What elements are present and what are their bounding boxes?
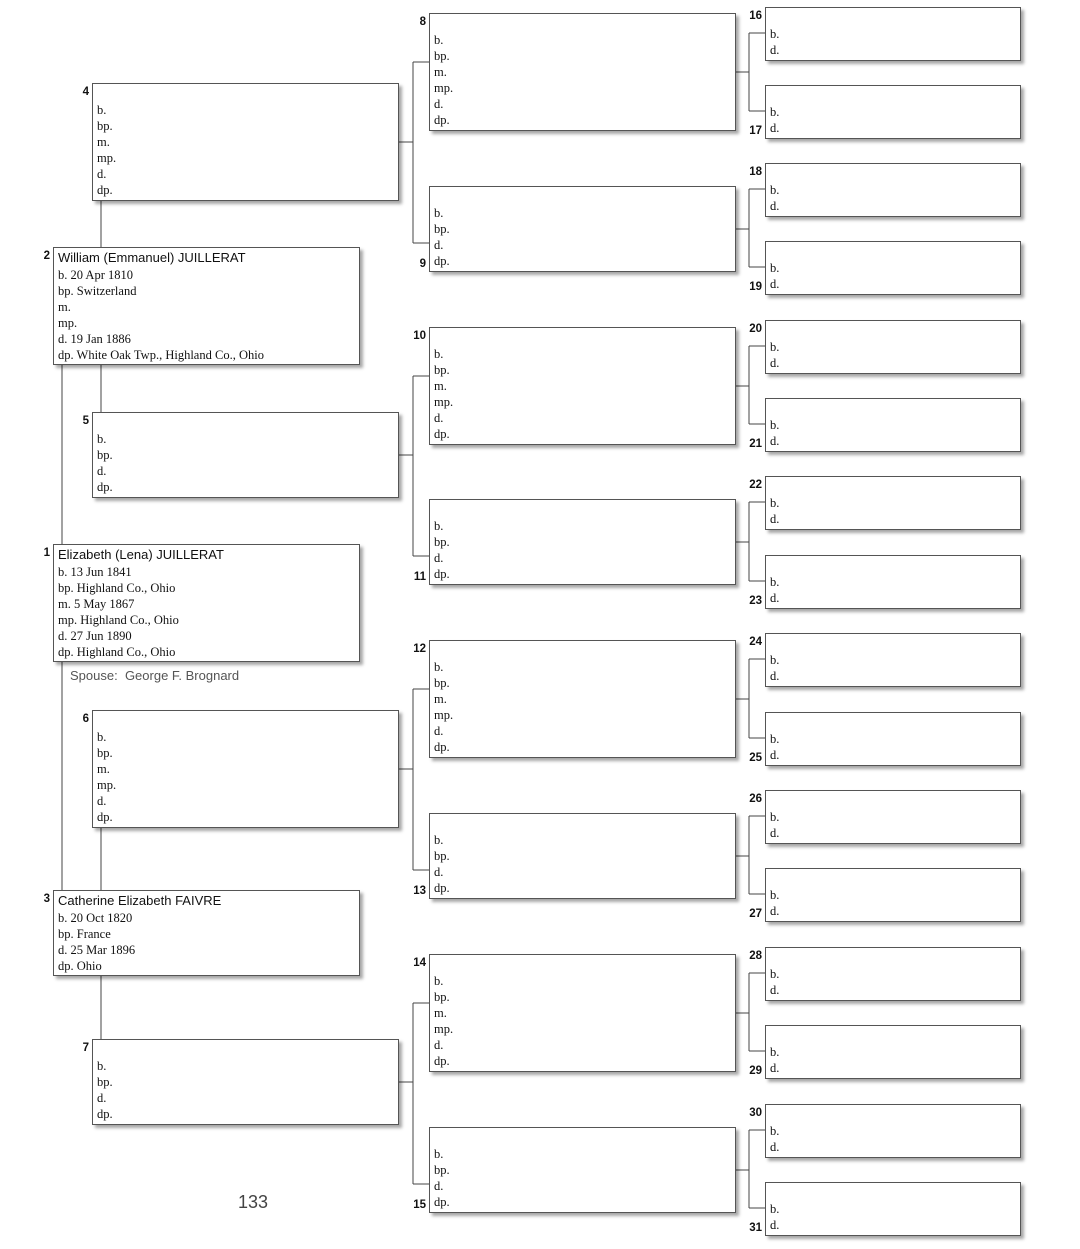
person-box-27	[765, 868, 1021, 922]
person-box-20	[765, 320, 1021, 374]
person-name: Catherine Elizabeth FAIVRE	[58, 893, 222, 908]
person-number-13: 13	[413, 885, 426, 897]
person-box-24	[765, 633, 1021, 687]
person-field: dp.	[434, 113, 450, 127]
person-field: d.	[770, 1140, 780, 1154]
person-box-9	[429, 186, 736, 272]
person-field: b.	[97, 730, 107, 744]
person-field: b.	[434, 347, 444, 361]
person-field: mp. Highland Co., Ohio	[58, 613, 179, 627]
person-field: dp.	[97, 480, 113, 494]
person-field: b.	[770, 496, 780, 510]
person-box-30	[765, 1104, 1021, 1158]
person-box-19	[765, 241, 1021, 295]
spouse-line	[70, 668, 239, 683]
person-field: b.	[770, 888, 780, 902]
person-field: bp.	[97, 1075, 113, 1089]
person-box-14	[429, 954, 736, 1072]
person-field: b.	[770, 183, 780, 197]
person-field: m.	[434, 379, 447, 393]
person-fields	[770, 495, 779, 527]
person-fields	[434, 346, 453, 442]
person-field: mp.	[58, 316, 78, 330]
person-field: dp.	[434, 567, 450, 581]
person-fields	[770, 182, 779, 214]
person-field: d.	[434, 865, 444, 879]
person-box-10	[429, 327, 736, 445]
person-number-26: 26	[749, 793, 762, 805]
person-field: d.	[434, 97, 444, 111]
person-fields	[58, 267, 264, 363]
person-number-18: 18	[749, 166, 762, 178]
person-number-3: 3	[43, 893, 50, 905]
person-number-17: 17	[749, 125, 762, 137]
person-field: d.	[770, 591, 780, 605]
person-field: d.	[770, 512, 780, 526]
person-box-21	[765, 398, 1021, 452]
person-field: b.	[434, 833, 444, 847]
person-field: bp.	[97, 119, 113, 133]
person-box-5	[92, 412, 399, 498]
person-field: bp.	[434, 49, 450, 63]
person-field: bp.	[97, 448, 113, 462]
person-fields	[434, 659, 453, 755]
person-field: b.	[770, 732, 780, 746]
person-field: d.	[770, 277, 780, 291]
person-field: b.	[97, 432, 107, 446]
person-box-13	[429, 813, 736, 899]
person-number-16: 16	[749, 10, 762, 22]
person-field: m.	[434, 692, 447, 706]
person-box-15	[429, 1127, 736, 1213]
person-number-5: 5	[82, 415, 89, 427]
person-field: d. 27 Jun 1890	[58, 629, 132, 643]
person-field: d.	[434, 238, 444, 252]
person-field: dp. White Oak Twp., Highland Co., Ohio	[58, 348, 264, 362]
person-box-17	[765, 85, 1021, 139]
person-fields	[770, 966, 779, 998]
person-field: dp. Ohio	[58, 959, 102, 973]
person-fields	[770, 1044, 779, 1076]
person-box-7	[92, 1039, 399, 1125]
person-number-27: 27	[749, 908, 762, 920]
person-fields	[434, 1146, 450, 1210]
person-field: d.	[97, 1091, 107, 1105]
person-box-4	[92, 83, 399, 201]
person-field: dp.	[97, 1107, 113, 1121]
person-field: d.	[434, 551, 444, 565]
person-number-7: 7	[82, 1042, 89, 1054]
spouse-name: George F. Brognard	[124, 668, 240, 683]
person-field: b.	[770, 575, 780, 589]
person-field: d.	[770, 434, 780, 448]
person-field: d.	[97, 794, 107, 808]
person-field: d. 25 Mar 1896	[58, 943, 136, 957]
person-field: mp.	[434, 81, 454, 95]
person-field: d.	[434, 1179, 444, 1193]
person-field: dp.	[434, 740, 450, 754]
person-fields	[770, 417, 779, 449]
person-field: b.	[434, 1147, 444, 1161]
person-box-16	[765, 7, 1021, 61]
person-number-14: 14	[413, 957, 426, 969]
person-box-23	[765, 555, 1021, 609]
person-number-28: 28	[749, 950, 762, 962]
person-field: d.	[770, 748, 780, 762]
person-field: bp.	[434, 535, 450, 549]
person-box-18	[765, 163, 1021, 217]
page-number: 133	[238, 1192, 269, 1212]
person-box-28	[765, 947, 1021, 1001]
person-field: b.	[770, 27, 780, 41]
person-field: d.	[770, 983, 780, 997]
person-number-11: 11	[413, 571, 426, 583]
person-field: mp.	[434, 708, 454, 722]
person-number-31: 31	[749, 1222, 762, 1234]
person-field: b. 13 Jun 1841	[58, 565, 132, 579]
person-field: b.	[770, 653, 780, 667]
person-field: m. 5 May 1867	[58, 597, 135, 611]
person-number-9: 9	[419, 258, 426, 270]
person-field: dp.	[97, 183, 113, 197]
person-field: d.	[97, 167, 107, 181]
person-fields	[97, 1058, 113, 1122]
person-field: d.	[770, 1061, 780, 1075]
person-field: dp. Highland Co., Ohio	[58, 645, 176, 659]
person-box-22	[765, 476, 1021, 530]
person-field: dp.	[434, 881, 450, 895]
person-fields	[770, 574, 779, 606]
person-field: dp.	[434, 1054, 450, 1068]
person-number-2: 2	[43, 250, 50, 262]
person-field: b.	[770, 105, 780, 119]
person-field: d. 19 Jan 1886	[58, 332, 131, 346]
person-field: m.	[97, 135, 110, 149]
person-field: bp. Highland Co., Ohio	[58, 581, 176, 595]
person-number-4: 4	[82, 86, 89, 98]
person-field: d.	[97, 464, 107, 478]
person-number-1: 1	[43, 547, 50, 559]
person-field: b.	[770, 261, 780, 275]
person-field: b.	[770, 1202, 780, 1216]
person-field: b.	[97, 1059, 107, 1073]
person-box-8	[429, 13, 736, 131]
person-field: d.	[770, 826, 780, 840]
person-field: bp. France	[58, 927, 111, 941]
person-field: bp.	[434, 363, 450, 377]
person-field: bp. Switzerland	[58, 284, 137, 298]
person-box-2	[53, 247, 360, 365]
person-fields	[770, 104, 779, 136]
person-field: mp.	[434, 395, 454, 409]
person-fields	[770, 26, 779, 58]
person-field: bp.	[434, 990, 450, 1004]
person-field: d.	[434, 1038, 444, 1052]
person-field: b. 20 Oct 1820	[58, 911, 133, 925]
person-number-25: 25	[749, 752, 762, 764]
person-box-25	[765, 712, 1021, 766]
person-fields	[770, 339, 779, 371]
person-field: b.	[434, 206, 444, 220]
person-number-10: 10	[413, 330, 426, 342]
person-field: bp.	[434, 222, 450, 236]
person-field: b. 20 Apr 1810	[58, 268, 133, 282]
person-field: b.	[770, 340, 780, 354]
person-number-24: 24	[749, 636, 762, 648]
person-field: d.	[434, 724, 444, 738]
person-field: dp.	[434, 1195, 450, 1209]
person-fields	[770, 1123, 779, 1155]
person-box-26	[765, 790, 1021, 844]
person-field: dp.	[97, 810, 113, 824]
person-field: bp.	[97, 746, 113, 760]
person-name: Elizabeth (Lena) JUILLERAT	[58, 547, 224, 562]
person-box-6	[92, 710, 399, 828]
person-field: bp.	[434, 676, 450, 690]
person-field: d.	[770, 121, 780, 135]
person-fields	[770, 887, 779, 919]
person-box-31	[765, 1182, 1021, 1236]
person-fields	[770, 731, 779, 763]
person-fields	[58, 564, 179, 660]
person-fields	[770, 652, 779, 684]
person-field: d.	[770, 1218, 780, 1232]
person-field: b.	[434, 519, 444, 533]
person-fields	[434, 832, 450, 896]
person-field: d.	[434, 411, 444, 425]
person-name: William (Emmanuel) JUILLERAT	[58, 250, 246, 265]
person-number-6: 6	[82, 713, 89, 725]
person-field: m.	[97, 762, 110, 776]
person-fields	[434, 973, 453, 1069]
person-field: bp.	[434, 849, 450, 863]
person-field: m.	[434, 65, 447, 79]
person-field: m.	[58, 300, 71, 314]
person-field: bp.	[434, 1163, 450, 1177]
person-field: b.	[770, 1124, 780, 1138]
person-field: b.	[770, 1045, 780, 1059]
person-fields	[434, 32, 453, 128]
person-field: dp.	[434, 427, 450, 441]
person-fields	[97, 431, 113, 495]
person-field: mp.	[97, 151, 117, 165]
person-fields	[434, 518, 450, 582]
person-field: b.	[770, 967, 780, 981]
person-field: d.	[770, 356, 780, 370]
person-number-19: 19	[749, 281, 762, 293]
person-box-12	[429, 640, 736, 758]
person-field: b.	[97, 103, 107, 117]
person-fields	[58, 910, 135, 974]
person-fields	[770, 809, 779, 841]
person-field: mp.	[434, 1022, 454, 1036]
person-number-15: 15	[413, 1199, 426, 1211]
person-box-3	[53, 890, 360, 976]
person-field: m.	[434, 1006, 447, 1020]
person-fields	[97, 102, 116, 198]
person-number-23: 23	[749, 595, 762, 607]
person-number-29: 29	[749, 1065, 762, 1077]
person-field: mp.	[97, 778, 117, 792]
person-field: dp.	[434, 254, 450, 268]
person-box-29	[765, 1025, 1021, 1079]
spouse-label: Spouse:	[70, 668, 118, 683]
person-field: d.	[770, 199, 780, 213]
person-field: b.	[434, 660, 444, 674]
person-field: d.	[770, 904, 780, 918]
person-number-8: 8	[419, 16, 426, 28]
person-field: d.	[770, 669, 780, 683]
person-number-22: 22	[749, 479, 762, 491]
person-field: b.	[770, 810, 780, 824]
person-number-30: 30	[749, 1107, 762, 1119]
person-fields	[97, 729, 116, 825]
person-fields	[434, 205, 450, 269]
person-field: b.	[434, 974, 444, 988]
person-field: d.	[770, 43, 780, 57]
person-number-12: 12	[413, 643, 426, 655]
person-fields	[770, 1201, 779, 1233]
person-box-11	[429, 499, 736, 585]
person-number-20: 20	[749, 323, 762, 335]
person-number-21: 21	[749, 438, 762, 450]
person-fields	[770, 260, 779, 292]
person-box-1	[53, 544, 360, 662]
person-field: b.	[770, 418, 780, 432]
person-field: b.	[434, 33, 444, 47]
